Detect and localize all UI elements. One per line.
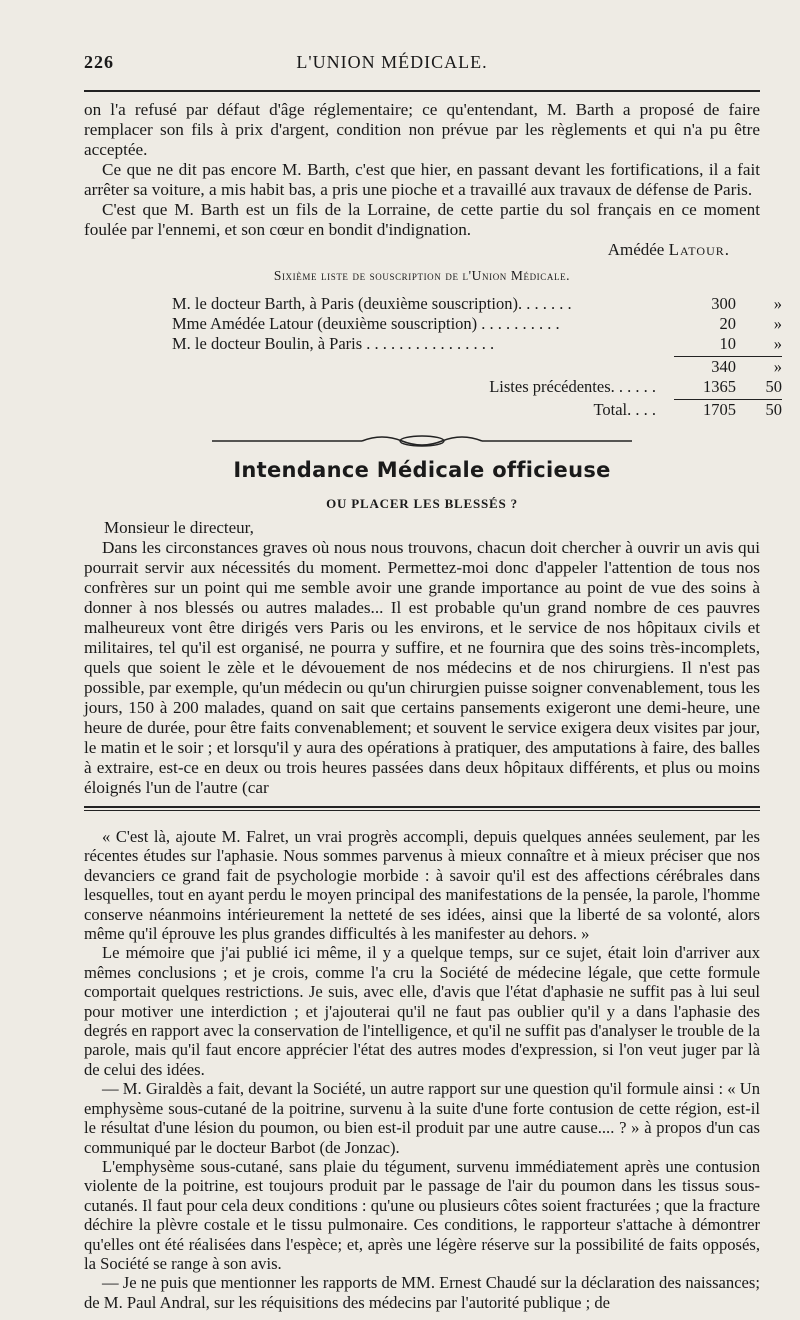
- running-head: [84, 52, 760, 86]
- total-label: Total. . . .: [593, 400, 656, 419]
- subscriber-name: Mme Amédée Latour (deuxième souscription) . . . . . . . . . .: [172, 314, 560, 333]
- previous-lists-row: [172, 377, 782, 397]
- top-article: [84, 100, 760, 260]
- subscription-table: [172, 294, 782, 420]
- paragraph: on l'a refusé par défaut d'âge réglementaire; ce qu'entendant, M. Barth a proposé de faire remplacer son fils à prix d'argent, condition non prévue par les règlements et qui n'a pu être acceptée.: [84, 100, 760, 159]
- subscriber-name: M. le docteur Barth, à Paris (deuxième souscription). . . . . . .: [172, 294, 572, 313]
- subtotal-unit: »: [773, 357, 782, 376]
- journal-title: L'UNION MÉDICALE.: [296, 52, 488, 72]
- salutation: Monsieur le directeur,: [104, 518, 254, 537]
- paragraph: « C'est là, ajoute M. Falret, un vrai progrès accompli, depuis quelques années seulement, par les récentes études sur l'aphasie. Nous sommes parvenus à mieux connaître et à mieux préciser que nos devanciers ce grand fait de psychologie morbide : à savoir qu'il est des affections cérébrales dans lesquelles, tout en ayant perdu le moyen principal des manifestations de la pensée, la parole, l'homme conserve néanmoins intérieurement la netteté de ses idées, ainsi que la liberté de sa volonté, alors même qu'il éprouve les plus grandes difficultés à les manifester au dehors. »: [84, 827, 760, 944]
- signature-first-name: Amédée: [607, 240, 665, 259]
- subscription-unit: »: [773, 294, 782, 313]
- subscription-amount: 20: [719, 314, 736, 333]
- previous-lists-amount: 1365: [703, 377, 736, 396]
- subscription-row: [172, 334, 782, 354]
- ornament-divider-icon: [84, 432, 760, 450]
- previous-lists-label: Listes précédentes. . . . . .: [489, 377, 656, 396]
- total-cents: 50: [765, 400, 782, 419]
- total-row: [172, 400, 782, 420]
- subscription-amount: 10: [719, 334, 736, 353]
- signature-last-name: Latour.: [668, 240, 730, 259]
- subtotal-amount: 340: [711, 357, 736, 376]
- lower-column: [84, 827, 760, 1312]
- letter-body: Dans les circonstances graves où nous nous trouvons, chacun doit chercher à ouvrir un avis qui pourrait servir aux nécessités du moment. Permettez-moi donc d'appeler l'attention de tous nos confrères sur un point qui me semble avoir une grande importance au point de vue des soins à donner à nos blessés ou autres malades... Il est probable qu'un grand nombre de ces pauvres malheureux vont être dirigés vers Paris ou les environs, et le service de nos hôpitaux civils et militaires, tel qu'il est organisé, ne pourra y suffire, et ne fournira que des soins très-incomplets, quels que soient le zèle et le dévouement de nos médecins et de nos chirurgiens. Il n'est pas possible, par exemple, qu'un médecin ou qu'un chirurgien puisse soigner convenablement, tous les jours, 150 à 200 malades, quand on sait que certains pansements exigeront une demi-heure, une heure de durée, pour être faits convenablement; et souvent le service exigera deux visites par jour, le matin et le soir ; et lorsqu'il y aura des opérations à pratiquer, des amputations à faire, des balles à extraire, est-ce en deux ou trois heures passées dans deux hôpitaux différents, et plus ou moins éloignés l'un de l'autre (car: [84, 538, 760, 797]
- subscription-list-title: Sixième liste de souscription de l'Union Médicale.: [273, 268, 571, 283]
- subscription-unit: »: [773, 314, 782, 333]
- column-separator: [84, 806, 760, 811]
- subscription-unit: »: [773, 334, 782, 353]
- paragraph: C'est que M. Barth est un fils de la Lorraine, de cette partie du sol français en ce moment foulée par l'ennemi, et son cœur en bondit d'indignation.: [84, 200, 760, 239]
- falret-quote: [84, 827, 760, 943]
- page-number: 226: [84, 52, 114, 72]
- subscriber-name: M. le docteur Boulin, à Paris . . . . . . . . . . . . . . . .: [172, 334, 495, 353]
- total-amount: 1705: [703, 400, 736, 419]
- paragraph: L'emphysème sous-cutané, sans plaie du tégument, survenu immédiatement après une contusion violente de la poitrine, est toujours produit par le passage de l'air du poumon dans les tissus sous-cutanés. Il faut pour cela deux conditions : qu'une ou plusieurs côtes soient fracturées ; que la fracture déchire la plèvre costale et le tissu pulmonaire. Ces conditions, le rapporteur s'attache à démontrer qu'elles ont été réalisées dans l'espèce; et, après une légère réserve sur la possibilité de faits opposés, la Société se range à son avis.: [84, 1156, 760, 1273]
- subscription-row: [172, 294, 782, 314]
- subtotal-row: [172, 357, 782, 377]
- paragraph: — Je ne puis que mentionner les rapports de MM. Ernest Chaudé sur la déclaration des naissances; de M. Paul Andral, sur les réquisitions des médecins par l'autorité publique ; de: [84, 1273, 760, 1312]
- previous-lists-cents: 50: [765, 377, 782, 396]
- header-rule: [84, 90, 760, 92]
- paragraph: Ce que ne dit pas encore M. Barth, c'est que hier, en passant devant les fortifications, il a fait arrêter sa voiture, a mis habit bas, a pris une pioche et a travaillé aux travaux de défense de Paris.: [84, 160, 760, 199]
- signature: [84, 240, 760, 260]
- paragraph: — M. Giraldès a fait, devant la Société, un autre rapport sur une question qu'il formule ainsi : « Un emphysème sous-cutané de la poitrine, survenu à la suite d'une forte contusion de cette région, est-il le résultat d'une lésion du poumon, ou bien est-il produit par une autre cause.... ? » à propos d'un cas communiqué par le docteur Barbot (de Jonzac).: [84, 1079, 760, 1157]
- section-title: Intendance Médicale officieuse: [233, 458, 611, 482]
- subscription-amount: 300: [711, 294, 736, 313]
- subscription-row: [172, 314, 782, 334]
- paragraph: Le mémoire que j'ai publié ici même, il y a quelque temps, sur ce sujet, était loin d'arriver aux mêmes conclusions ; et je crois, comme l'a cru la Société de médecine légale, que cette formule comportait quelques restrictions. Je suis, avec elle, d'avis que l'état d'aphasie ne suffit pas à lui seul pour motiver une interdiction ; et j'ajouterai qu'il ne faut pas oublier qu'il y a dans l'aphasie des degrés en rapport avec la conservation de l'intelligence, et qu'il ne suffit pas d'analyser le trouble de la parole, mais qu'il faut encore apprécier l'état des autres modes d'expression, si l'on veut juger par là de celui des idées.: [84, 943, 760, 1079]
- subsection-title: OU PLACER LES BLESSÉS ?: [326, 496, 518, 511]
